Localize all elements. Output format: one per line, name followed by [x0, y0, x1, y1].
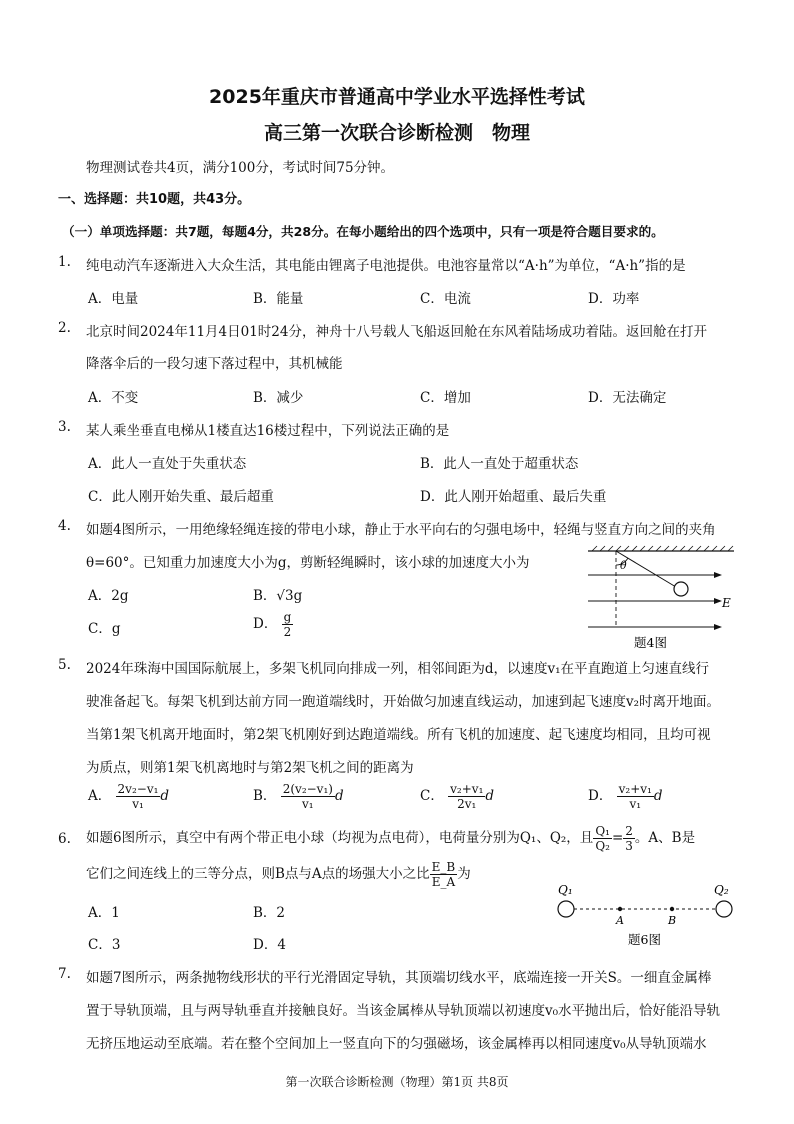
q4-option-a: A．2g [88, 588, 129, 604]
question-3-stem: 某人乘坐垂直电梯从1楼直达16楼过程中，下列说法正确的是 [86, 423, 450, 439]
q1-option-a: A．电量 [88, 291, 139, 307]
q4-option-c: C．g [88, 621, 121, 637]
fraction-denominator: 3 [625, 839, 633, 853]
option-label: D． [253, 616, 278, 632]
q1-option-c: C．电流 [420, 291, 471, 307]
q1-option-b: B．能量 [253, 291, 304, 307]
point-b [670, 907, 674, 911]
q6-option-c: C．3 [88, 937, 121, 953]
page-subtitle: 高三第一次联合诊断检测 物理 [263, 122, 530, 144]
stem-text: 它们之间连线上的三等分点，则B点与A点的场强大小之比 [86, 866, 430, 882]
charge-q1 [558, 901, 574, 917]
q2-option-c: C．增加 [420, 390, 471, 406]
arrowhead-3 [714, 624, 722, 630]
q6-option-a: A．1 [88, 905, 120, 921]
question-number: 2. [58, 320, 71, 336]
charge-ratio-fraction [593, 824, 612, 853]
option-label: A． [88, 788, 112, 804]
figure-6-diagram [550, 880, 740, 950]
question-7-stem-line1: 如题7图所示，两条抛物线形状的平行光滑固定导轨，其顶端切线水平，底端连接一开关S。一细直金属棒 [86, 970, 712, 986]
fraction-denominator: v₁ [302, 797, 314, 811]
point-a [618, 907, 622, 911]
q5-option-c [420, 782, 494, 811]
fraction-numerator: v₂+v₁ [450, 782, 484, 796]
question-2-stem-line1: 北京时间2024年11月4日01时24分，神舟十八号载人飞船返回舱在东风着陆场成功着陆。返回舱在打开 [86, 324, 707, 340]
ceiling-hatch [592, 546, 733, 551]
question-number: 5. [58, 657, 71, 673]
question-5-stem-line4: 为质点，则第1架飞机离地时与第2架飞机之间的距离为 [86, 760, 414, 776]
option-label: D． [588, 788, 613, 804]
subsection-heading: （一）单项选择题：共7题，每题4分，共28分。在每小题给出的四个选项中，只有一项是符合题目要求的。 [62, 224, 664, 239]
question-number: 3. [58, 419, 71, 435]
question-5-stem-line3: 当第1架飞机离开地面时，第2架飞机刚好到达跑道端线。所有飞机的加速度、起飞速度均相同，且均可视 [86, 727, 711, 743]
stem-text: 。A、B是 [634, 830, 696, 846]
point-b-label: B [668, 914, 677, 927]
q6-option-d: D．4 [253, 937, 286, 953]
q3-option-b: B．此人一直处于超重状态 [420, 456, 579, 472]
fraction [116, 782, 161, 811]
fraction [281, 782, 335, 811]
question-number: 6. [58, 831, 71, 847]
fraction-denominator: Q₂ [595, 839, 610, 853]
q1-option-d: D．功率 [588, 291, 640, 307]
fraction-denominator: E_A [431, 875, 456, 889]
exam-intro: 物理测试卷共4页，满分100分，考试时间75分钟。 [86, 160, 395, 176]
figure-4-caption: 题4图 [634, 635, 667, 650]
q2-option-b: B．减少 [253, 390, 304, 406]
question-1-stem: 纯电动汽车逐渐进入大众生活，其电能由锂离子电池提供。电池容量常以“A·h”为单位，“A·h”指的是 [86, 258, 686, 274]
fraction-numerator: E_B [431, 860, 456, 874]
equals-sign: = [611, 830, 624, 846]
theta-label: θ [620, 559, 627, 572]
fraction-denominator: 2v₁ [457, 797, 477, 811]
fraction [282, 610, 294, 639]
fraction [448, 782, 485, 811]
q3-option-a: A．此人一直处于失重状态 [88, 456, 247, 472]
variable-d: d [334, 788, 344, 804]
section-heading: 一、选择题：共10题，共43分。 [58, 192, 251, 207]
q5-option-a [88, 782, 169, 811]
variable-d: d [485, 788, 495, 804]
option-label: C． [420, 788, 444, 804]
fraction-numerator: g [283, 610, 292, 624]
page-title: 2025年重庆市普通高中学业水平选择性考试 [209, 86, 585, 108]
q4-option-b: B．√3g [253, 588, 303, 604]
question-6-stem-line2 [86, 860, 471, 889]
fraction-numerator: Q₁ [595, 824, 610, 838]
fraction-numerator: 2 [625, 824, 633, 838]
q1-label: Q₁ [558, 883, 573, 897]
question-7-stem-line3: 无挤压地运动至底端。若在整个空间加上一竖直向下的匀强磁场，该金属棒再以相同速度v₀从导轨顶端水 [86, 1036, 707, 1052]
fraction [617, 782, 654, 811]
question-number: 1. [58, 254, 71, 270]
question-4-stem-line1: 如题4图所示，一用绝缘轻绳连接的带电小球，静止于水平向右的匀强电场中，轻绳与竖直方向之间的夹角 [86, 522, 716, 538]
question-number: 7. [58, 966, 71, 982]
field-ratio-fraction [430, 860, 458, 889]
q5-option-d [588, 782, 663, 811]
q2-option-a: A．不变 [88, 390, 139, 406]
fraction-numerator: 2v₂−v₁ [117, 782, 159, 796]
field-label-e: E [722, 596, 731, 610]
question-number: 4. [58, 518, 71, 534]
variable-d: d [653, 788, 663, 804]
fraction-numerator: v₂+v₁ [618, 782, 652, 796]
question-5-stem-line2: 驶准备起飞。每架飞机到达前方同一跑道端线时，开始做匀加速直线运动，加速到起飞速度v₂时离开地面。 [86, 694, 721, 710]
fraction-denominator: v₁ [629, 797, 642, 811]
question-4-stem-line2: θ=60°。已知重力加速度大小为g，剪断轻绳瞬时，该小球的加速度大小为 [86, 555, 530, 571]
figure-6-caption: 题6图 [628, 932, 661, 947]
question-6-stem-line1 [86, 824, 695, 853]
option-label: B． [253, 788, 277, 804]
figure-4-diagram [584, 545, 744, 657]
ratio-value-fraction [623, 824, 635, 853]
fraction-denominator: v₁ [132, 797, 144, 811]
fraction-denominator: 2 [283, 625, 292, 639]
point-a-label: A [616, 914, 624, 927]
page-footer: 第一次联合诊断检测（物理）第1页 共8页 [285, 1075, 509, 1089]
arrowhead-2 [714, 598, 722, 604]
q3-option-d: D．此人刚开始超重、最后失重 [420, 489, 607, 505]
stem-text: 如题6图所示，真空中有两个带正电小球（均视为点电荷），电荷量分别为Q₁、Q₂，且 [86, 830, 594, 846]
q4-option-d [253, 610, 293, 639]
question-2-stem-line2: 降落伞后的一段匀速下落过程中，其机械能 [86, 356, 343, 372]
charged-ball [674, 582, 688, 596]
charge-q2 [716, 901, 732, 917]
q2-option-d: D．无法确定 [588, 390, 667, 406]
q5-option-b [253, 782, 344, 811]
fraction-numerator: 2(v₂−v₁) [282, 782, 333, 796]
q2-label: Q₂ [714, 883, 729, 897]
arrowhead-1 [714, 572, 722, 578]
stem-text: 为 [457, 866, 471, 882]
q3-option-c: C．此人刚开始失重、最后超重 [88, 489, 274, 505]
question-7-stem-line2: 置于导轨顶端，且与两导轨垂直并接触良好。当该金属棒从导轨顶端以初速度v₀水平抛出后，恰好能沿导轨 [86, 1003, 721, 1019]
variable-d: d [160, 788, 170, 804]
q6-option-b: B．2 [253, 905, 286, 921]
question-5-stem-line1: 2024年珠海中国国际航展上，多架飞机同向排成一列，相邻间距为d，以速度v₁在平直跑道上匀速直线行 [86, 661, 710, 677]
